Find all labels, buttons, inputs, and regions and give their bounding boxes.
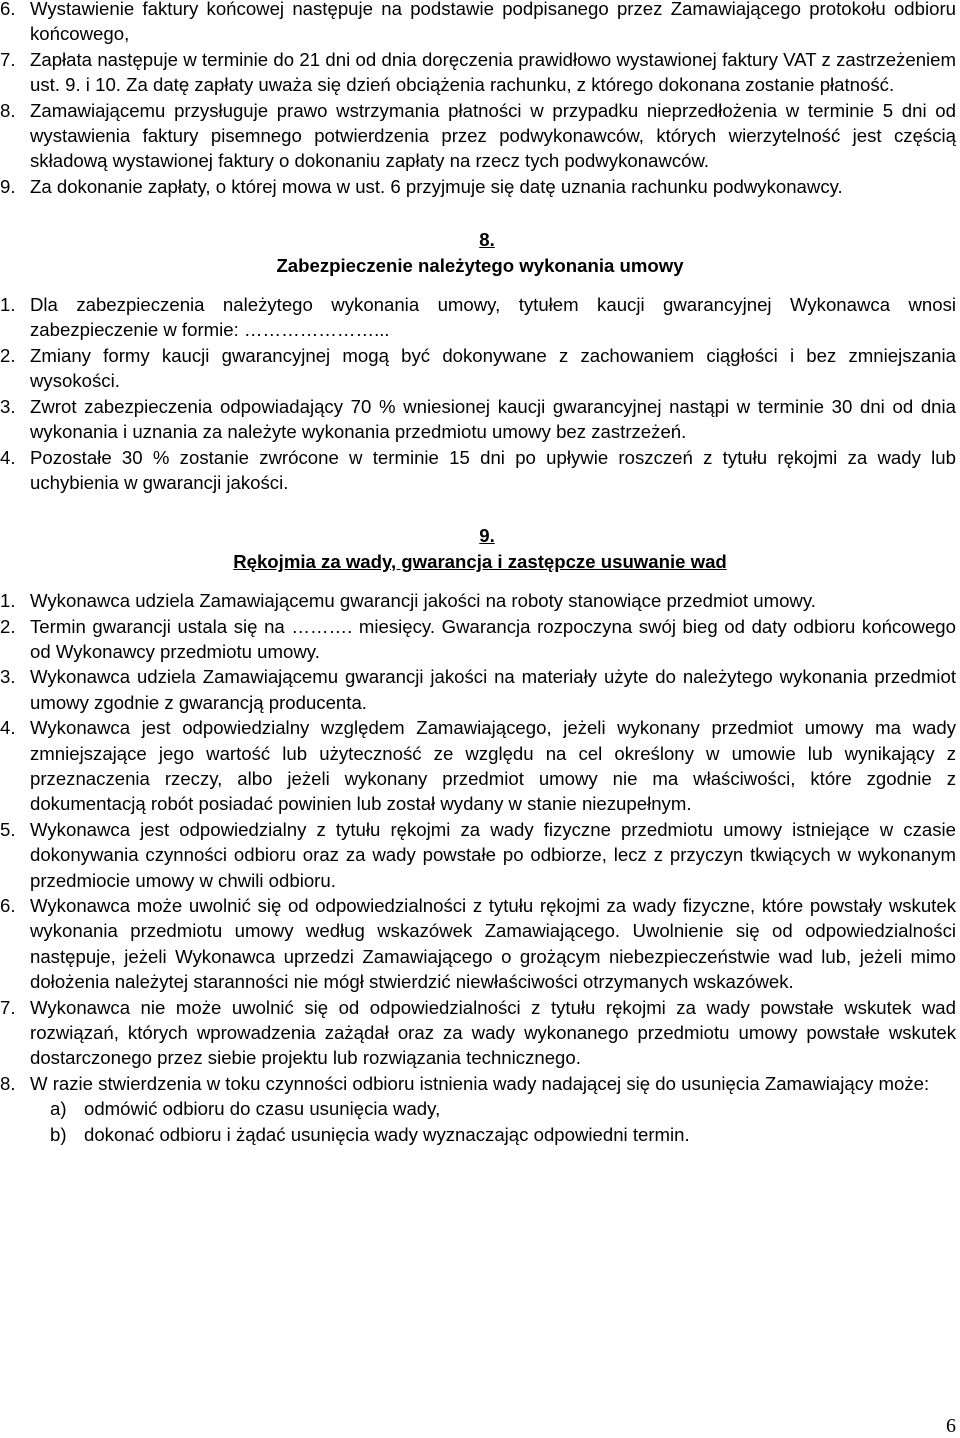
item-number: 8. [0, 1072, 16, 1094]
item-text: Za dokonanie zapłaty, o której mowa w ust. 6 przyjmuje się datę uznania rachunku podwykonawcy. [30, 175, 843, 197]
item-number: 7. [0, 48, 16, 70]
item-text: Wykonawca udziela Zamawiającemu gwarancji jakości na materiały użyte do należytego wykonania przedmiot umowy zgodnie z gwarancją producenta. [30, 666, 956, 713]
list-item [0, 1071, 960, 1096]
section8-heading [0, 227, 960, 278]
item-number: 5. [0, 818, 16, 840]
item-number: 7. [0, 996, 16, 1018]
item-text: Pozostałe 30 % zostanie zwrócone w terminie 15 dni po upływie roszczeń z tytułu rękojmi za wady lub uchybienia w gwarancji jakości. [30, 446, 956, 493]
section9-title: Rękojmia za wady, gwarancja i zastępcze usuwanie wad [233, 550, 727, 572]
item-text: Zwrot zabezpieczenia odpowiadający 70 % wniesionej kaucji gwarancyjnej nastąpi w terminie 30 dni od dnia wykonania i uznania za należyte wykonania przedmiotu umowy bez zastrzeżeń. [30, 395, 956, 443]
list-item [0, 664, 960, 715]
sub-list-item [0, 1122, 960, 1147]
sub-item-text: dokonać odbioru i żądać usunięcia wady wyznaczając odpowiedni termin. [84, 1123, 690, 1145]
sub-item-text: odmówić odbioru do czasu usunięcia wady, [84, 1098, 441, 1120]
section9-heading [0, 523, 960, 574]
section8-list [0, 292, 960, 495]
item-text: Zamawiającemu przysługuje prawo wstrzymania płatności w przypadku nieprzedłożenia w terminie 5 dni od wystawienia faktury pisemnego potwierdzenia przez podwykonawców, których wierzytelność jest częścią składową wystawionej faktury o dokonaniu zapłaty na rzecz tych podwykonawców. [30, 99, 956, 172]
item-number: 2. [0, 615, 16, 637]
item-number: 4. [0, 446, 16, 468]
item-text: Termin gwarancji ustala się na ………. miesięcy. Gwarancja rozpoczyna swój bieg od daty odbioru końcowego od Wykonawcy przedmiotu umowy. [30, 615, 956, 662]
list-item [0, 394, 960, 445]
list-item [0, 588, 960, 613]
item-text: Wykonawca jest odpowiedzialny z tytułu rękojmi za wady fizyczne przedmiotu umowy istniejące w czasie dokonywania czynności odbioru oraz za wady powstałe po odbiorze, lecz z przyczyn tkwiących w wykonanym przedmiocie umowy w chwili odbioru. [30, 818, 956, 891]
sub-list-item [0, 1096, 960, 1121]
page-number: 6 [946, 1415, 956, 1437]
item-text: Zmiany formy kaucji gwarancyjnej mogą być dokonywane z zachowaniem ciągłości i bez zmniejszania wysokości. [30, 344, 956, 392]
section9-list [0, 588, 960, 1147]
sub-item-letter: a) [50, 1098, 67, 1120]
sub-item-letter: b) [50, 1123, 67, 1145]
list-item [0, 995, 960, 1071]
item-number: 6. [0, 0, 16, 19]
list-item [0, 445, 960, 496]
item-number: 1. [0, 294, 16, 316]
item-number: 3. [0, 666, 16, 688]
item-number: 3. [0, 395, 16, 417]
list-item [0, 47, 960, 98]
section9-number: 9. [479, 525, 495, 547]
section8-number: 8. [479, 229, 495, 251]
list-item [0, 715, 960, 817]
item-number: 8. [0, 99, 16, 121]
item-number: 4. [0, 717, 16, 739]
list-item [0, 292, 960, 343]
item-text: Wystawienie faktury końcowej następuje na podstawie podpisanego przez Zamawiającego protokołu odbioru końcowego, [30, 0, 956, 45]
list-item [0, 0, 960, 47]
item-number: 2. [0, 344, 16, 366]
item-text: Zapłata następuje w terminie do 21 dni od dnia doręczenia prawidłowo wystawionej faktury VAT z zastrzeżeniem ust. 9. i 10. Za datę zapłaty uważa się dzień obciążenia rachunku, z którego dokonana zostanie płatność. [30, 48, 956, 96]
list-item [0, 98, 960, 174]
item-number: 1. [0, 590, 16, 612]
item-number: 6. [0, 895, 16, 916]
list-item [0, 817, 960, 893]
item-text: Wykonawca może uwolnić się od odpowiedzialności z tytułu rękojmi za wady fizyczne, które powstały wskutek wykonania przedmiotu umowy według wskazówek Zamawiającego. Uwolnienie się od odpowiedzialności następuje, jeżeli Wykonawca uprzedzi Zamawiającego o grożącym niebezpieczeństwie wad lub, jeżeli mimo dołożenia należytej staranności nie mógł stwierdzić niewłaściwości otrzymanych wskazówek. [30, 895, 956, 993]
list-item [0, 893, 960, 995]
item-text: W razie stwierdzenia w toku czynności odbioru istnienia wady nadającej się do usunięcia Zamawiający może: [30, 1072, 930, 1094]
section7-list [0, 0, 960, 199]
list-item [0, 614, 960, 665]
item-text: Wykonawca nie może uwolnić się od odpowiedzialności z tytułu rękojmi za wady powstałe wskutek wad rozwiązań, których wprowadzenia zażądał oraz za wady wykonanego przedmiotu umowy powstałe wskutek dostarczonego przez siebie projektu lub rozwiązania technicznego. [30, 996, 956, 1069]
item-text: Wykonawca udziela Zamawiającemu gwarancji jakości na roboty stanowiące przedmiot umowy. [30, 590, 816, 612]
list-item [0, 343, 960, 394]
item-number: 9. [0, 175, 16, 197]
item-text: Wykonawca jest odpowiedzialny względem Zamawiającego, jeżeli wykonany przedmiot umowy ma wady zmniejszające jego wartość lub użyteczność ze względu na cel określony w umowie lub wynikający z przeznaczenia rzeczy, albo jeżeli wykonany przedmiot umowy nie ma właściwości, które zgodnie z dokumentacją robót posiadać powinien lub został wydany w stanie niezupełnym. [30, 717, 956, 815]
section8-title: Zabezpieczenie należytego wykonania umowy [276, 254, 684, 276]
item-text: Dla zabezpieczenia należytego wykonania umowy, tytułem kaucji gwarancyjnej Wykonawca wnosi zabezpieczenie w formie: …………………... [30, 294, 956, 341]
list-item [0, 174, 960, 199]
